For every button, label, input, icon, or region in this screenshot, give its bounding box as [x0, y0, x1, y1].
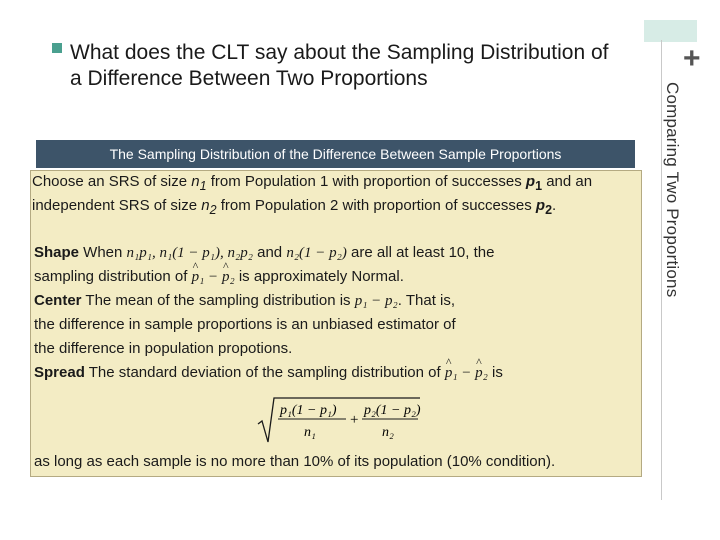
intro-text-2: from Population 1 with proportion of successes [206, 173, 526, 190]
intro-paragraph [32, 172, 632, 220]
center-line-3: the difference in population propotions. [34, 340, 293, 357]
p2-symbol: p [535, 197, 546, 214]
p2-subscript: 2 [545, 203, 553, 217]
shape-rest: are all at least 10, the [346, 244, 495, 261]
shape-when: When [79, 244, 127, 261]
intro-text-5: . [552, 197, 557, 214]
p1-symbol: p [525, 173, 536, 190]
n1-subscript: 1 [199, 179, 207, 193]
shape-terms: n₁p₁, n₁(1 − p₁), n₂p₂ [126, 245, 253, 261]
plus-sign: + [350, 412, 359, 428]
clt-conditions [34, 241, 644, 385]
slide-heading-text: What does the CLT say about the Sampling Distribution of a Difference Between Two Proportions [70, 41, 609, 90]
standard-deviation-formula [258, 394, 428, 446]
intro-text-4: from Population 2 with proportion of successes [216, 197, 536, 214]
slide-heading [52, 40, 612, 92]
shape-line2-a: sampling distribution of [34, 268, 192, 285]
corner-accent [644, 20, 697, 42]
intro-text-1: Choose an SRS of size [32, 173, 192, 190]
shape-label: Shape [34, 244, 80, 261]
shape-line [34, 241, 644, 265]
p1-subscript: 1 [535, 179, 543, 193]
denominator-1: n₁ [304, 425, 316, 440]
shape-line-2 [34, 265, 644, 289]
sqrt-formula-graphic [258, 394, 428, 446]
intro-text-3: and an independent SRS of size [32, 173, 593, 214]
shape-term-last: n₂(1 − p₂) [286, 245, 347, 261]
center-line [34, 289, 644, 313]
numerator-2: p₂(1 − p₂) [364, 403, 421, 418]
spread-label: Spread [34, 364, 85, 381]
spread-text2: is [487, 364, 503, 381]
plus-icon: + [683, 42, 701, 75]
ten-percent-condition: as long as each sample is no more than 10% of its population (10% condition). [34, 453, 556, 470]
denominator-2: n₂ [382, 425, 394, 440]
center-line-2: the difference in sample proportions is an unbiased estimator of [34, 316, 456, 333]
center-mean: p₁ − p₂ [354, 293, 398, 309]
center-text2: . That is, [397, 292, 456, 309]
center-label: Center [34, 292, 82, 309]
spread-line [34, 361, 644, 385]
box-header: The Sampling Distribution of the Difference Between Sample Proportions [36, 140, 635, 168]
numerator-1: p₁(1 − p₁) [280, 403, 337, 418]
spread-text: The standard deviation of the sampling distribution of [84, 364, 445, 381]
phat-difference: ^ p₁ − ^ p₂ [192, 269, 235, 285]
n2-subscript: 2 [209, 203, 217, 217]
n2-symbol: n [201, 197, 210, 214]
section-title-vertical: Comparing Two Proportions [663, 82, 682, 298]
shape-line2-b: is approximately Normal. [234, 268, 404, 285]
n1-symbol: n [191, 173, 200, 190]
phat-difference-spread: ^ p₁ − ^ p₂ [445, 365, 488, 381]
center-text: The mean of the sampling distribution is [81, 292, 355, 309]
shape-and: and [252, 244, 287, 261]
